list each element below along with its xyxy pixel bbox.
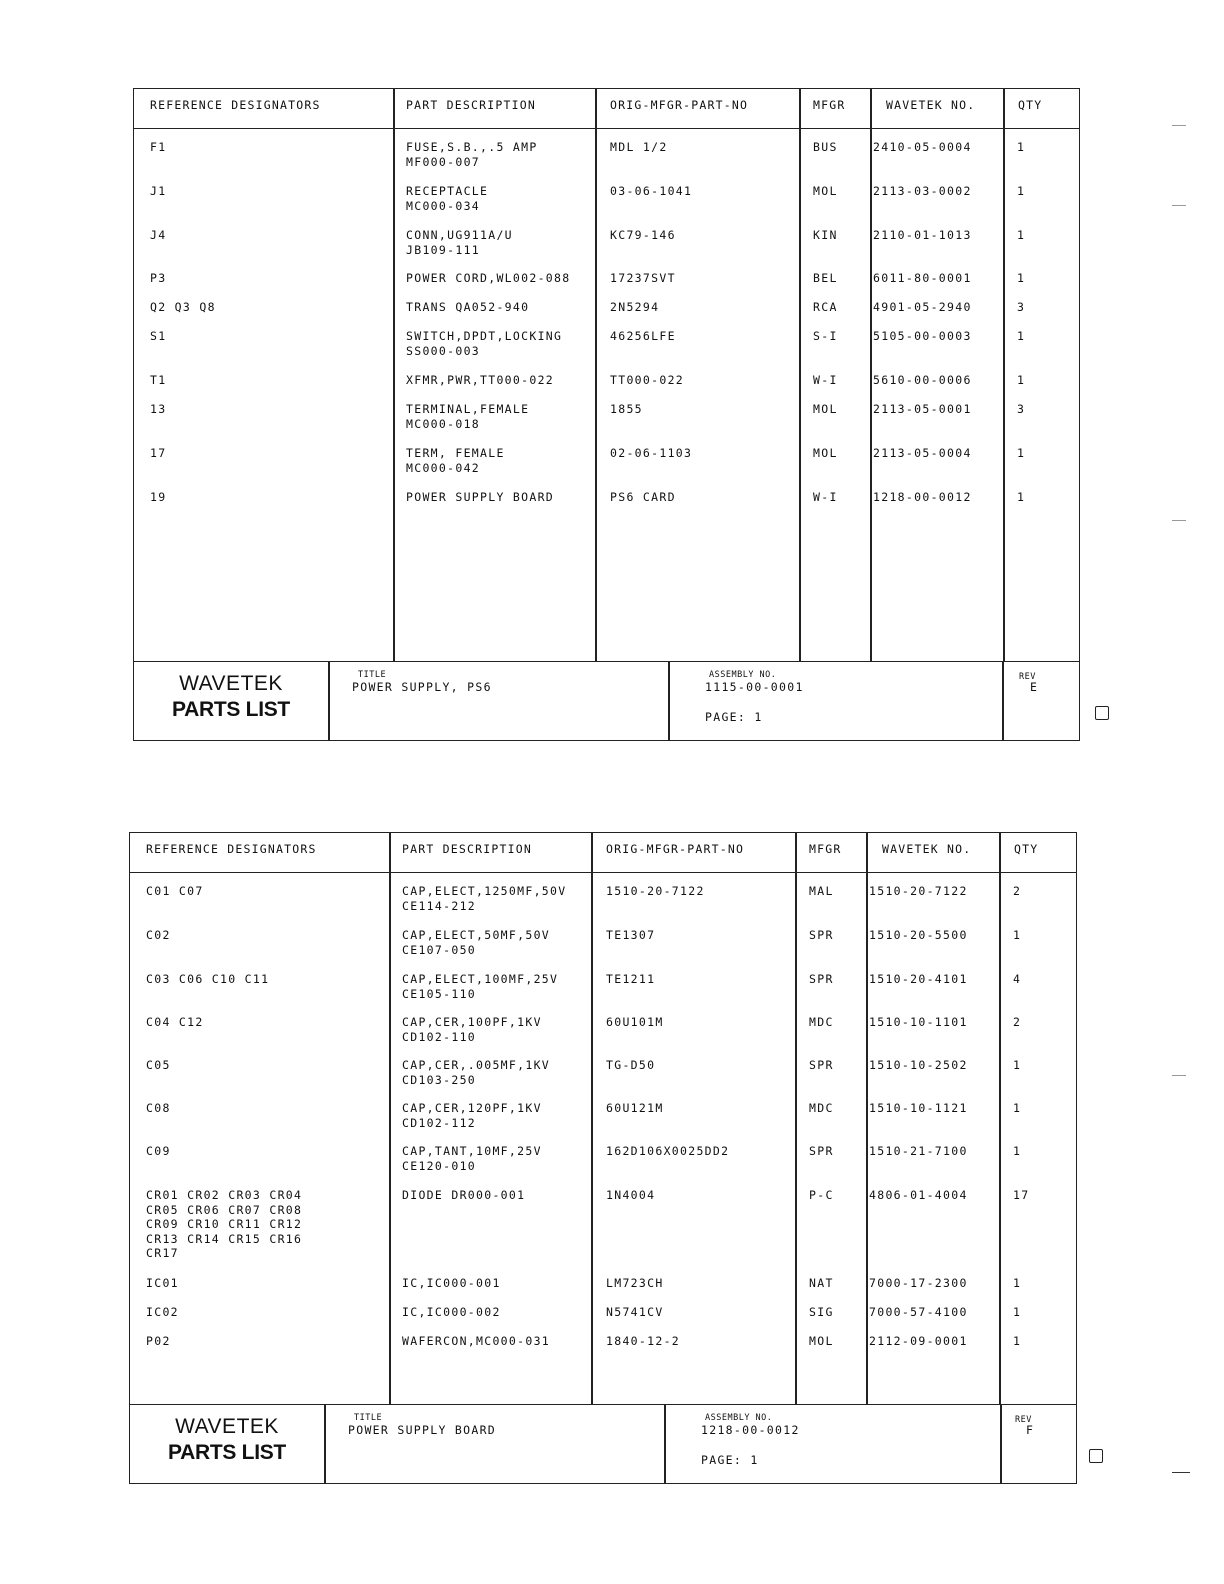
header-desc: PART DESCRIPTION — [402, 842, 532, 856]
page-number: PAGE: 1 — [705, 710, 763, 724]
parts-list-sheet-1: REFERENCE DESIGNATORS PART DESCRIPTION ORIG-MFGR-PART-NO MFGR WAVETEK NO. QTY F1 FUSE,S.B.,.5 AMP MF000-007 MDL 1/2 BUS 2410-05-0004 1 J1 RECEPTACLE MC000-034 03-06-1041 MOL 2113-03-0002 1 J4 CONN,UG911A/U JB109-111 KC79-146 KIN 2110-01-1013 1 P3 POWER CORD,WL002-088 17237SVT BEL 6011-80-0001 1 Q2 Q3 Q8 TRANS QA052-940 2N5294 RCA 4901-05-2940 3 S1 SWITCH,DPDT,LOCKING SS000-003 46256LFE S-I 5105-00-0003 1 T1 XFMR,PWR,TT000-022 TT000-022 W-I 5610-00-0006 1 13 TERMINAL,FEMALE MC000-018 1855 MOL 2113-05-0001 3 17 TERM, FEMALE MC000-042 02-06-1103 MOL 2113-05-0004 1 19 POWER SUPPLY BOARD PS6 CARD W-I 1218-00-0012 1 WAVETEK PARTS LIST TITLE POWER SUPPLY, PS6 ASSEMBLY NO. 1115-00-0001 PAGE: 1 REV E — [133, 88, 1080, 741]
title-label: TITLE — [358, 670, 387, 680]
title-value: POWER SUPPLY, PS6 — [352, 680, 492, 694]
logo-name: WAVETEK — [175, 1415, 279, 1438]
sheet-1-checkbox[interactable] — [1095, 706, 1109, 720]
table-header — [134, 89, 1079, 129]
header-qty: QTY — [1018, 98, 1043, 112]
title-block — [130, 1404, 1076, 1484]
header-ref: REFERENCE DESIGNATORS — [150, 98, 321, 112]
wavetek-logo — [130, 1415, 324, 1465]
scan-edge-mark — [1172, 1075, 1186, 1076]
assembly-number: 1115-00-0001 — [705, 680, 804, 694]
sheet-2-checkbox[interactable] — [1089, 1449, 1103, 1463]
header-wavetek: WAVETEK NO. — [882, 842, 972, 856]
header-ref: REFERENCE DESIGNATORS — [146, 842, 317, 856]
scan-edge-mark — [1172, 520, 1186, 521]
title-block — [134, 661, 1079, 741]
table-header — [130, 833, 1076, 873]
title-value: POWER SUPPLY BOARD — [348, 1423, 497, 1437]
header-wavetek: WAVETEK NO. — [886, 98, 976, 112]
logo-subtitle: PARTS LIST — [168, 1441, 286, 1464]
title-label: TITLE — [354, 1413, 383, 1423]
header-mfgr: MFGR — [813, 98, 846, 112]
header-part: ORIG-MFGR-PART-NO — [610, 98, 749, 112]
header-part: ORIG-MFGR-PART-NO — [606, 842, 745, 856]
scan-edge-mark — [1172, 125, 1186, 126]
header-qty: QTY — [1014, 842, 1039, 856]
assembly-number: 1218-00-0012 — [701, 1423, 800, 1437]
rev-label: REV — [1015, 1415, 1032, 1425]
header-mfgr: MFGR — [809, 842, 842, 856]
header-desc: PART DESCRIPTION — [406, 98, 536, 112]
rev-value: F — [1026, 1423, 1035, 1437]
parts-list-sheet-2: REFERENCE DESIGNATORS PART DESCRIPTION ORIG-MFGR-PART-NO MFGR WAVETEK NO. QTY C01 C07 CAP,ELECT,1250MF,50V CE114-212 1510-20-7122 MAL 1510-20-7122 2 C02 CAP,ELECT,50MF,50V CE107-050 TE1307 SPR 1510-20-5500 1 C03 C06 C10 C11 CAP,ELECT,100MF,25V CE105-110 TE1211 SPR 1510-20-4101 4 C04 C12 CAP,CER,100PF,1KV CD102-110 60U101M MDC 1510-10-1101 2 C05 CAP,CER,.005MF,1KV CD103-250 TG-D50 SPR 1510-10-2502 1 C08 CAP,CER,120PF,1KV CD102-112 60U121M MDC 1510-10-1121 1 C09 CAP,TANT,10MF,25V CE120-010 162D106X0025DD2 SPR 1510-21-7100 1 CR01 CR02 CR03 CR04 CR05 CR06 CR07 CR08 CR09 CR10 CR11 CR12 CR13 CR14 CR15 CR16 CR17 DIODE DR000-001 1N4004 P-C 4806-01-4004 17 IC01 IC,IC000-001 LM723CH NAT 7000-17-2300 1 IC02 IC,IC000-002 N5741CV SIG 7000-57-4100 1 P02 WAFERCON,MC000-031 1840-12-2 MOL 2112-09-0001 1 WAVETEK PARTS LIST TITLE POWER SUPPLY BOARD ASSEMBLY NO. 1218-00-0012 PAGE: 1 REV F — [129, 832, 1077, 1484]
logo-subtitle: PARTS LIST — [172, 698, 290, 721]
scan-edge-mark — [1172, 205, 1186, 206]
page-number: PAGE: 1 — [701, 1453, 759, 1467]
assembly-label: ASSEMBLY NO. — [705, 1413, 773, 1423]
assembly-label: ASSEMBLY NO. — [709, 670, 777, 680]
rev-value: E — [1030, 680, 1039, 694]
wavetek-logo — [134, 672, 328, 722]
scan-edge-mark — [1172, 1472, 1190, 1473]
logo-name: WAVETEK — [179, 672, 283, 695]
rev-label: REV — [1019, 672, 1036, 682]
